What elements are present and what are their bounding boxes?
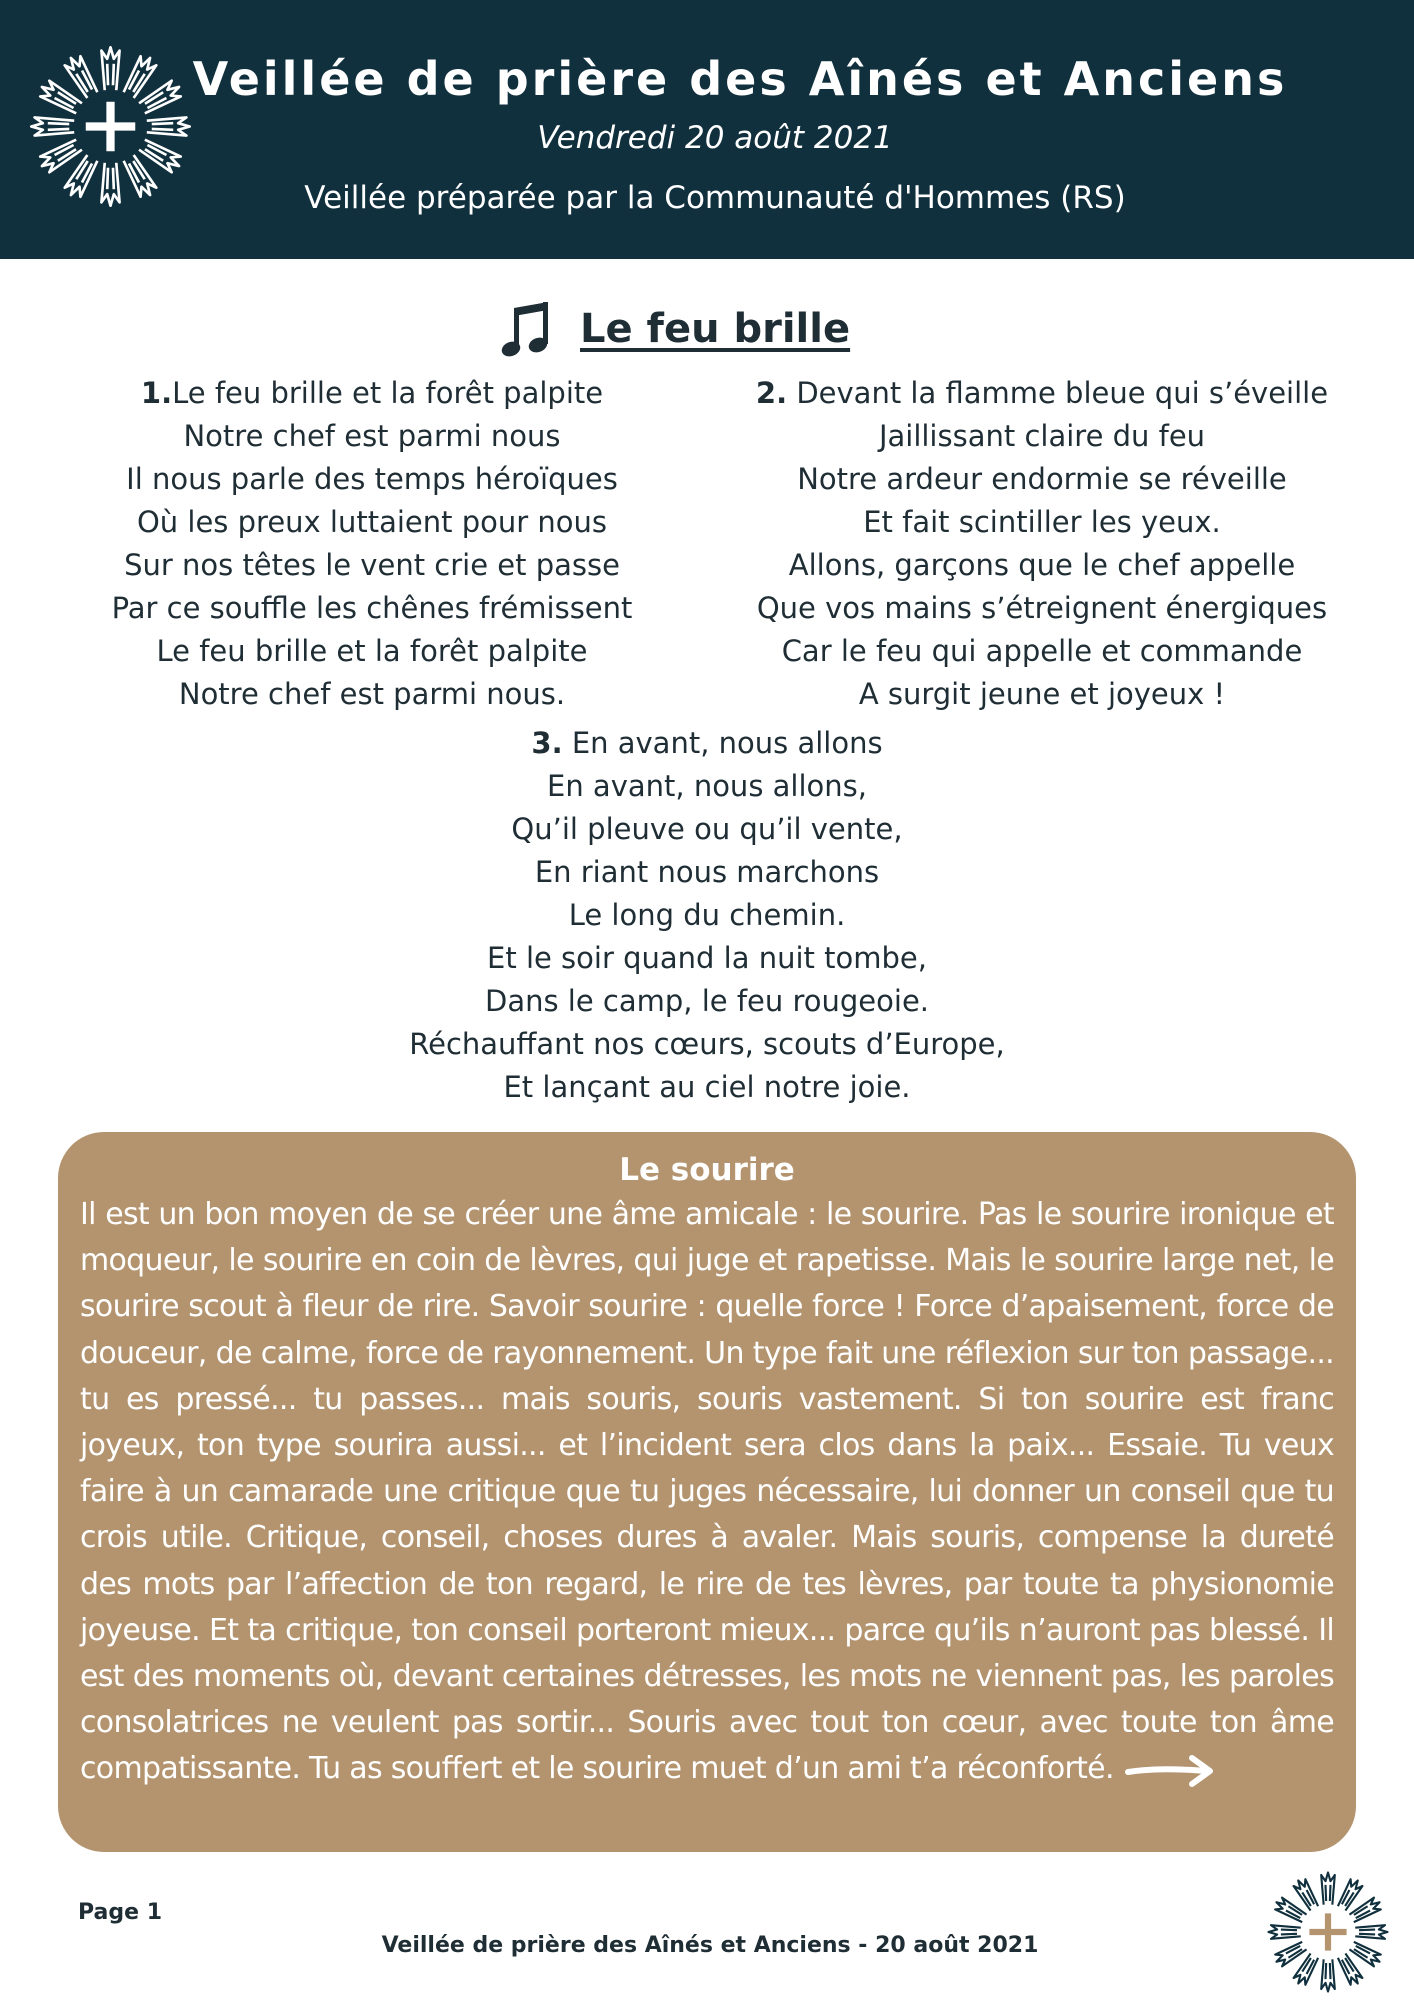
verse-3 bbox=[307, 722, 1107, 1109]
verse-line: Sur nos têtes le vent crie et passe bbox=[124, 548, 620, 582]
verse-line: Et lançant au ciel notre joie. bbox=[503, 1070, 911, 1104]
music-note-icon bbox=[500, 298, 556, 360]
verse-text: Le feu brille et la forêt palpite bbox=[172, 376, 604, 410]
verse-line: Qu’il pleuve ou qu’il vente, bbox=[511, 812, 903, 846]
verse-number: 3. bbox=[531, 726, 563, 760]
song-title: Le feu brille bbox=[580, 306, 851, 352]
verse-line: Et fait scintiller les yeux. bbox=[863, 505, 1221, 539]
page-header bbox=[0, 0, 1414, 259]
verse-2 bbox=[742, 372, 1342, 716]
event-title: Veillée de prière des Aînés et Anciens bbox=[192, 52, 1288, 106]
verse-line: Allons, garçons que le chef appelle bbox=[788, 548, 1296, 582]
verse-1 bbox=[72, 372, 672, 716]
verse-line: Et le soir quand la nuit tombe, bbox=[487, 941, 927, 975]
page-number: Page 1 bbox=[78, 1900, 163, 1925]
verse-line: Jaillissant claire du feu bbox=[878, 419, 1206, 453]
verse-line: En riant nous marchons bbox=[534, 855, 880, 889]
verse-text: En avant, nous allons bbox=[562, 726, 883, 760]
verse-number: 2. bbox=[755, 376, 788, 410]
verse-line bbox=[307, 722, 1107, 765]
reflection-box bbox=[58, 1132, 1356, 1852]
verse-line: Le feu brille et la forêt palpite bbox=[156, 634, 588, 668]
footer-title: Veillée de prière des Aînés et Anciens - 20 août 2021 bbox=[381, 1933, 1039, 1958]
reflection-text bbox=[80, 1192, 1334, 1793]
verse-line: A surgit jeune et joyeux ! bbox=[858, 677, 1226, 711]
verse-number: 1. bbox=[140, 376, 173, 410]
verse-line bbox=[72, 372, 672, 415]
verse-line: Réchauffant nos cœurs, scouts d’Europe, bbox=[409, 1027, 1005, 1061]
verse-text: Devant la flamme bleue qui s’éveille bbox=[787, 376, 1329, 410]
verse-line: Notre chef est parmi nous bbox=[183, 419, 561, 453]
scout-emblem-icon bbox=[1266, 1870, 1390, 1994]
verse-line: En avant, nous allons, bbox=[547, 769, 867, 803]
event-subtitle: Veillée préparée par la Communauté d'Hommes (RS) bbox=[304, 180, 1126, 216]
reflection-body: Il est un bon moyen de se créer une âme amicale : le sourire. Pas le sourire ironique et moqueur, le sourire en coin de lèvres, qui juge et rapetisse. Mais le sourire large net, le sourire scout à fleur de rire. Savoir sourire : quelle force ! Force d’apaisement, force de douceur, de calme, force de rayonnement. Un type fait une réflexion sur ton passage... tu es pressé... tu passes... mais souris, souris vastement. Si ton sourire est franc joyeux, ton type sourira aussi... et l’incident sera clos dans la paix... Essaie. Tu veux faire à un camarade une critique que tu juges nécessaire, lui donner un conseil que tu crois utile. Critique, conseil, choses dures à avaler. Mais souris, compense la dureté des mots par l’affection de ton regard, le rire de tes lèvres, par toute ta physionomie joyeuse. Et ta critique, ton conseil porteront mieux... parce qu’ils n’auront pas blessé. Il est des moments où, devant certaines détresses, les mots ne viennent pas, les paroles consolatrices ne veulent pas sortir... Souris avec tout ton cœur, avec toute ton âme compatissante. Tu as souffert et le sourire muet d’un ami t’a réconforté. bbox=[80, 1197, 1334, 1787]
verse-line: Car le feu qui appelle et commande bbox=[781, 634, 1303, 668]
reflection-title: Le sourire bbox=[619, 1152, 795, 1188]
scout-emblem-icon bbox=[28, 44, 193, 209]
verse-line: Il nous parle des temps héroïques bbox=[126, 462, 618, 496]
verse-line: Notre chef est parmi nous. bbox=[178, 677, 566, 711]
verse-line: Où les preux luttaient pour nous bbox=[136, 505, 608, 539]
verse-line: Le long du chemin. bbox=[568, 898, 846, 932]
arrow-right-icon bbox=[1124, 1752, 1216, 1788]
verse-line bbox=[742, 372, 1342, 415]
verse-line: Dans le camp, le feu rougeoie. bbox=[484, 984, 930, 1018]
verse-line: Notre ardeur endormie se réveille bbox=[797, 462, 1287, 496]
event-date: Vendredi 20 août 2021 bbox=[537, 120, 893, 156]
verse-line: Que vos mains s’étreignent énergiques bbox=[756, 591, 1328, 625]
verse-line: Par ce souffle les chênes frémissent bbox=[111, 591, 633, 625]
song-heading bbox=[500, 296, 850, 362]
